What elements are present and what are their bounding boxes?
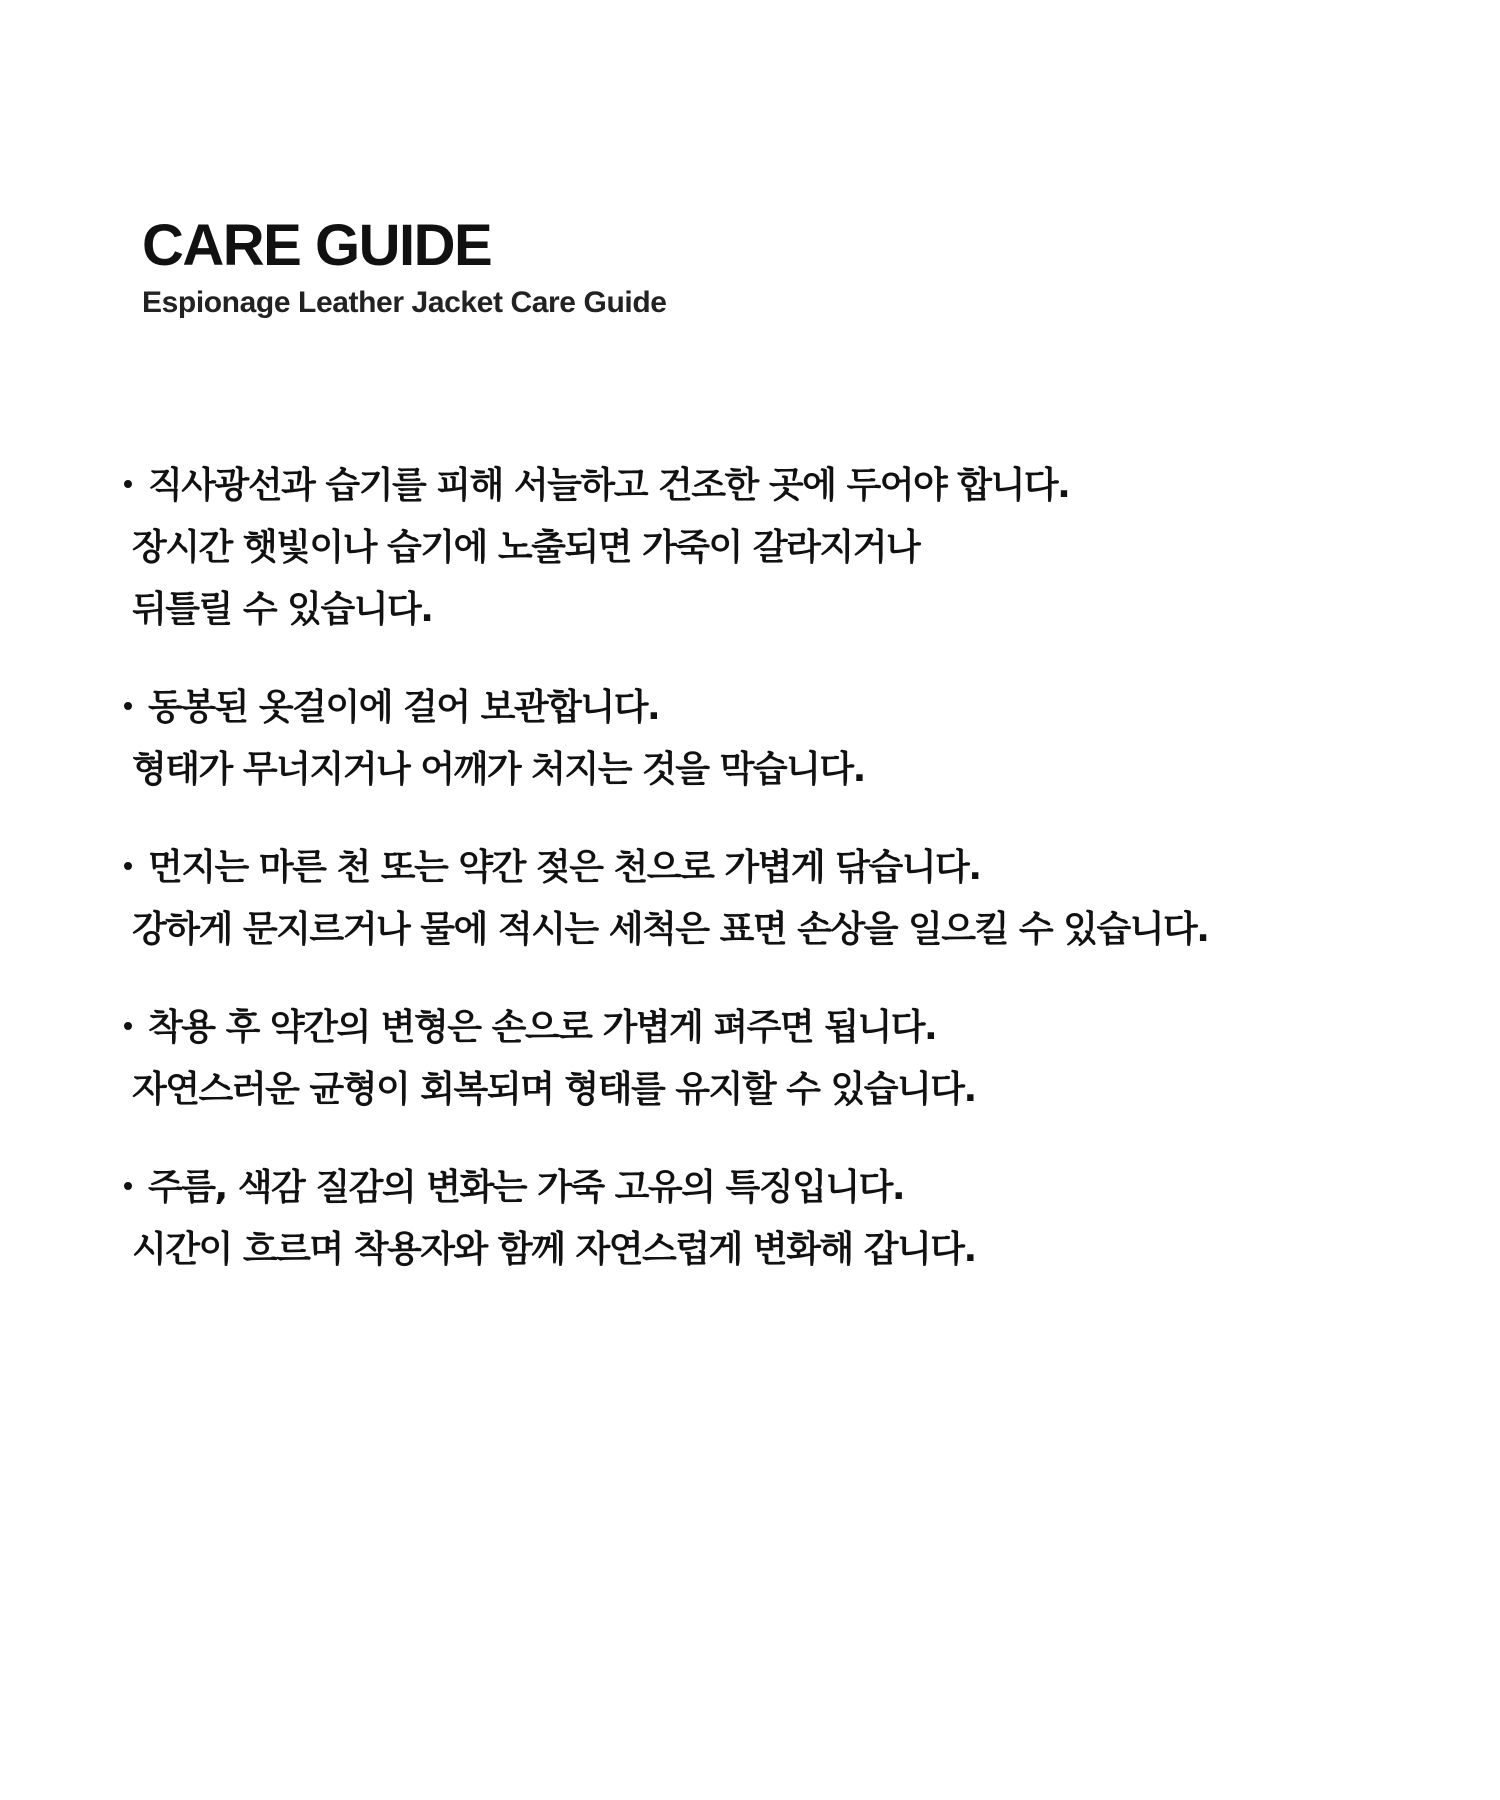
- guide-item-line: 직사광선과 습기를 피해 서늘하고 건조한 곳에 두어야 합니다.: [148, 465, 1070, 506]
- guide-item-aging: [118, 1157, 1398, 1281]
- guide-item-line: 형태가 무너지거나 어깨가 처지는 것을 막습니다.: [132, 749, 865, 790]
- guide-item-cleaning: [118, 837, 1398, 961]
- guide-item-line: 강하게 문지르거나 물에 적시는 세척은 표면 손상을 일으킬 수 있습니다.: [132, 909, 1209, 950]
- bullet-icon: [124, 1022, 132, 1030]
- header: [142, 212, 667, 322]
- guide-item-line: 착용 후 약간의 변형은 손으로 가볍게 펴주면 됩니다.: [148, 1007, 937, 1048]
- guide-item-line: 동봉된 옷걸이에 걸어 보관합니다.: [148, 687, 660, 728]
- guide-item-storage: [118, 455, 1398, 641]
- care-guide-list: [118, 455, 1398, 1317]
- guide-item-hanger: [118, 677, 1398, 801]
- guide-item-line: 자연스러운 균형이 회복되며 형태를 유지할 수 있습니다.: [132, 1069, 976, 1110]
- guide-item-reshaping: [118, 997, 1398, 1121]
- bullet-icon: [124, 480, 132, 488]
- bullet-icon: [124, 862, 132, 870]
- page-subtitle: Espionage Leather Jacket Care Guide: [142, 286, 667, 319]
- guide-item-line: 장시간 햇빛이나 습기에 노출되면 가죽이 갈라지거나: [132, 527, 920, 568]
- guide-item-line: 뒤틀릴 수 있습니다.: [132, 589, 433, 630]
- bullet-icon: [124, 702, 132, 710]
- page-title: CARE GUIDE: [142, 213, 492, 278]
- bullet-icon: [124, 1182, 132, 1190]
- guide-item-line: 시간이 흐르며 착용자와 함께 자연스럽게 변화해 갑니다.: [132, 1229, 976, 1270]
- guide-item-line: 먼지는 마른 천 또는 약간 젖은 천으로 가볍게 닦습니다.: [148, 847, 981, 888]
- guide-item-line: 주름, 색감 질감의 변화는 가죽 고유의 특징입니다.: [148, 1167, 905, 1208]
